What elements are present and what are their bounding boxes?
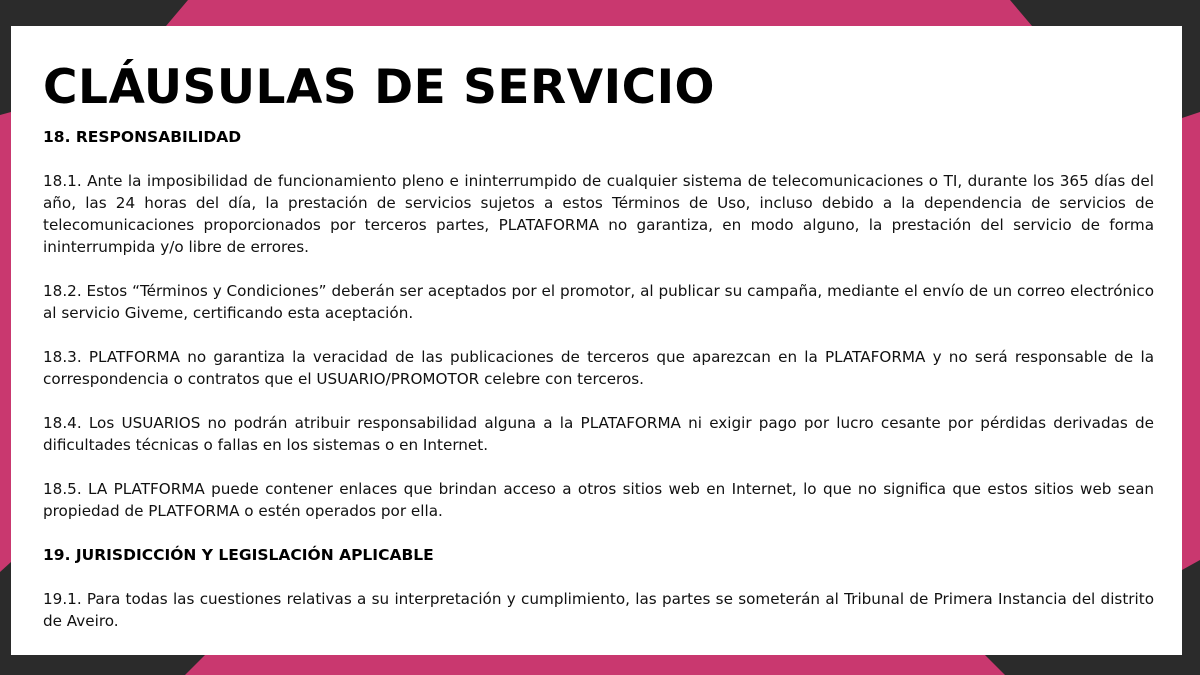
clause-18-5: 18.5. LA PLATFORMA puede contener enlaces que brindan acceso a otros sitios web en Internet, lo que no significa que estos sitios web sean propiedad de PLATFORMA o estén operados por ella. <box>43 480 1154 520</box>
content-card <box>11 26 1182 655</box>
pink-shape-right <box>1182 112 1200 570</box>
section-heading-jurisdiccion: 19. JURISDICCIÓN Y LEGISLACIÓN APLICABLE <box>43 546 434 564</box>
clause-18-2: 18.2. Estos “Términos y Condiciones” deberán ser aceptados por el promotor, al publicar su campaña, mediante el envío de un correo electrónico al servicio Giveme, certificando esta aceptación. <box>43 282 1154 322</box>
page-title: CLÁUSULAS DE SERVICIO <box>43 60 716 115</box>
clause-18-4: 18.4. Los USUARIOS no podrán atribuir responsabilidad alguna a la PLATAFORMA ni exigir pago por lucro cesante por pérdidas derivadas de dificultades técnicas o fallas en los sistemas o en Internet. <box>43 414 1154 454</box>
clause-18-1: 18.1. Ante la imposibilidad de funcionamiento pleno e ininterrumpido de cualquier sistema de telecomunicaciones o TI, durante los 365 días del año, las 24 horas del día, la prestación de servicios sujetos a estos Términos de Uso, incluso debido a la dependencia de servicios de telecomunicaciones proporcionados por terceros partes, PLATAFORMA no garantiza, en modo alguno, la prestación del servicio de forma ininterrumpida y/o libre de errores. <box>43 172 1154 256</box>
pink-shape-top <box>166 0 1032 26</box>
clause-18-3: 18.3. PLATFORMA no garantiza la veracidad de las publicaciones de terceros que aparezcan en la PLATAFORMA y no será responsable de la correspondencia o contratos que el USUARIO/PROMOTOR celebre con terceros. <box>43 348 1154 388</box>
pink-shape-bottom <box>185 655 1005 675</box>
pink-shape-left <box>0 112 11 572</box>
section-heading-responsabilidad: 18. RESPONSABILIDAD <box>43 128 242 146</box>
clause-19-1: 19.1. Para todas las cuestiones relativas a su interpretación y cumplimiento, las partes se someterán al Tribunal de Primera Instancia del distrito de Aveiro. <box>43 590 1154 630</box>
